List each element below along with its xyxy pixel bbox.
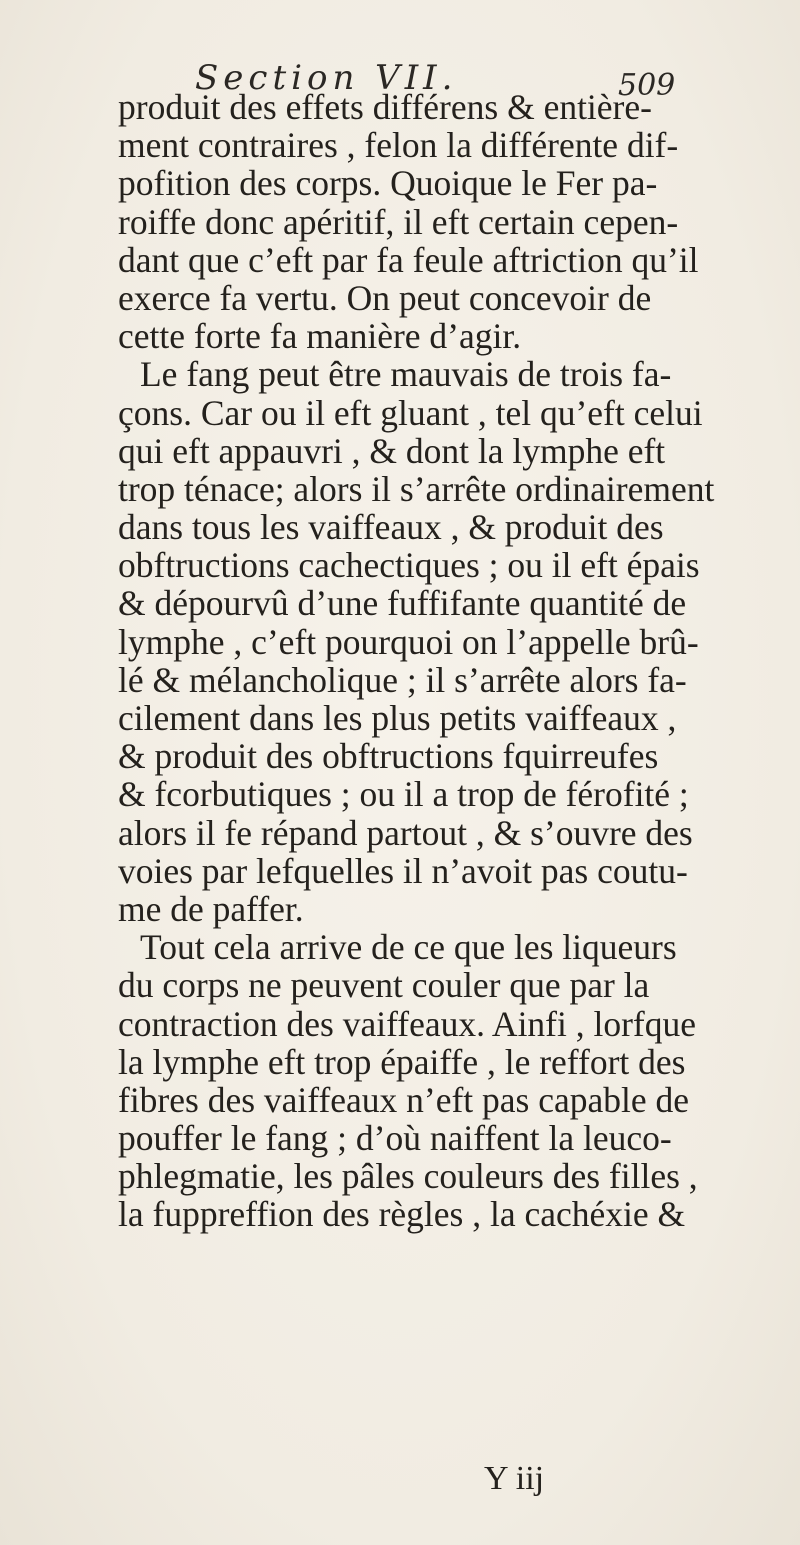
paragraph-start-line: Le fang peut être mauvais de trois fa- — [140, 354, 672, 395]
paragraph-start-line: Tout cela arrive de ce que les liqueurs — [140, 927, 677, 968]
text-line: cette forte fa manière d’agir. — [118, 316, 522, 357]
text-line: la fuppreffion des règles , la cachéxie & — [118, 1194, 686, 1235]
page-number: 509 — [618, 68, 676, 103]
body-text — [118, 88, 718, 1234]
text-line: du corps ne peuvent couler que par la — [118, 965, 650, 1006]
text-line: la lymphe eft trop épaiffe , le reffort des — [118, 1041, 686, 1082]
text-line: & produit des obftructions fquirreufes — [118, 736, 659, 777]
text-line: phlegmatie, les pâles couleurs des filles , — [118, 1156, 698, 1197]
text-line: & fcorbutiques ; ou il a trop de férofité ; — [118, 774, 689, 815]
text-line: & dépourvû d’une fuffifante quantité de — [118, 583, 687, 624]
text-line: cilement dans les plus petits vaiffeaux , — [118, 698, 677, 738]
text-line: çons. Car ou il eft gluant , tel qu’eft celui — [118, 392, 703, 433]
text-line: me de paffer. — [118, 888, 304, 929]
text-line: pofition des corps. Quoique le Fer pa- — [118, 163, 658, 204]
signature-mark: Y iij — [484, 1460, 545, 1497]
text-line: dant que c’eft par fa feule aftriction qu’il — [118, 239, 699, 280]
text-line: pouffer le fang ; d’où naiffent la leuco- — [118, 1118, 672, 1159]
text-line: exerce fa vertu. On peut concevoir de — [118, 277, 652, 318]
text-line: ment contraires , felon la différente dif- — [118, 125, 679, 166]
text-line: alors il fe répand partout , & s’ouvre des — [118, 812, 693, 853]
text-line: lé & mélancholique ; il s’arrête alors fa- — [118, 659, 687, 700]
text-line: roiffe donc apéritif, il eft certain cepen- — [118, 201, 679, 242]
text-line: voies par lefquelles il n’avoit pas coutu- — [118, 850, 688, 891]
text-line: lymphe , c’eft pourquoi on l’appelle brû- — [118, 621, 699, 662]
text-line: contraction des vaiffeaux. Ainfi , lorfque — [118, 1003, 697, 1044]
text-line: fibres des vaiffeaux n’eft pas capable de — [118, 1079, 690, 1120]
text-line: dans tous les vaiffeaux , & produit des — [118, 507, 664, 548]
text-line: obftructions cachectiques ; ou il eft épais — [118, 545, 700, 586]
text-line: produit des effets différens & entière- — [118, 87, 652, 127]
text-line: trop ténace; alors il s’arrête ordinairement — [118, 468, 715, 509]
running-head: Section VII. — [195, 58, 458, 98]
text-line: qui eft appauvri , & dont la lymphe eft — [118, 430, 666, 471]
